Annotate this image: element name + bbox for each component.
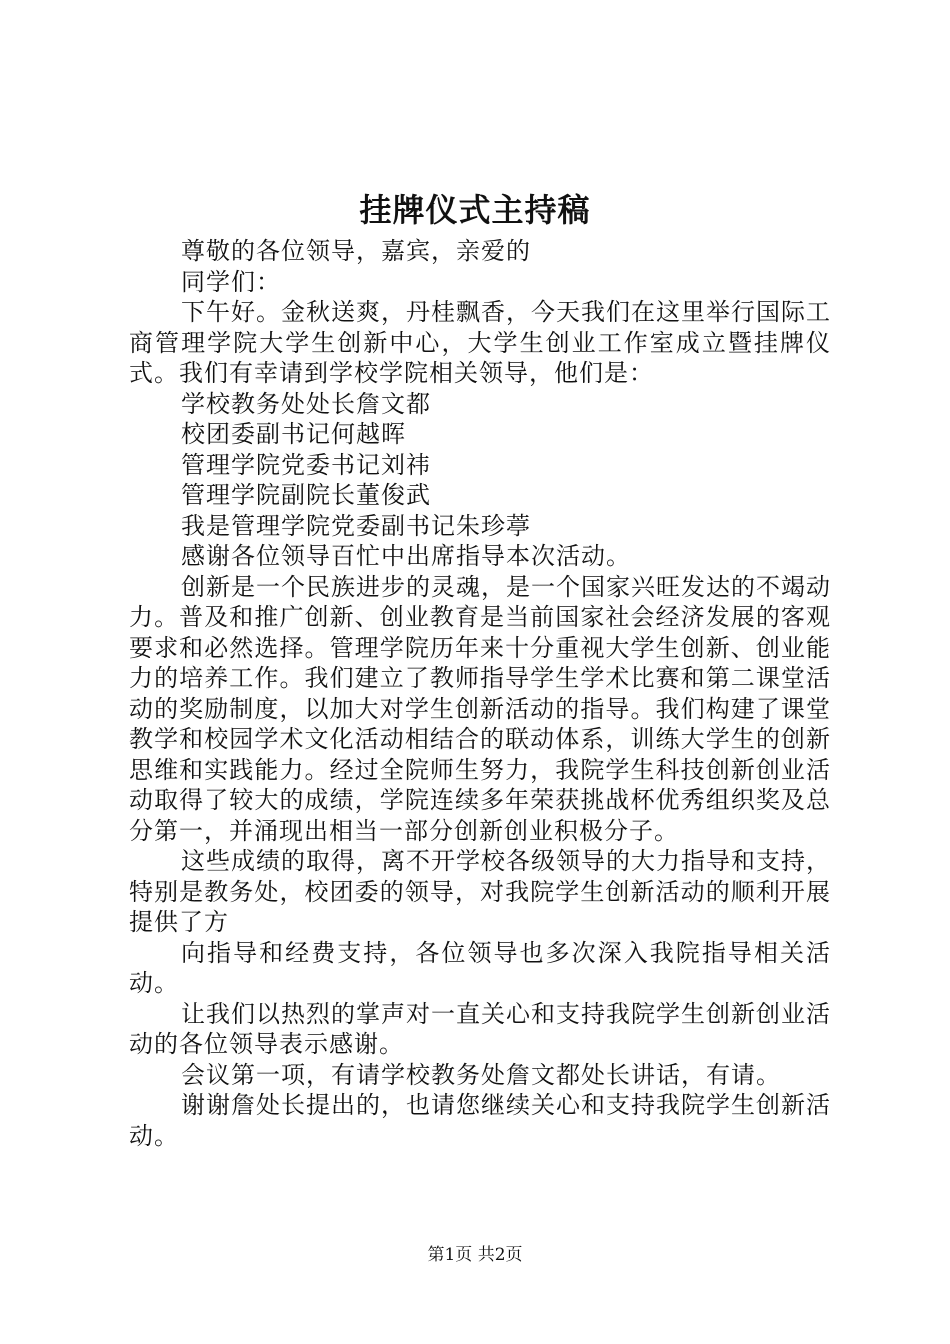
- paragraph: 让我们以热烈的掌声对一直关心和支持我院学生创新创业活动的各位领导表示感谢。: [129, 999, 831, 1058]
- paragraph: 管理学院党委书记刘祎: [181, 450, 431, 479]
- paragraph: 感谢各位领导百忙中出席指导本次活动。: [181, 542, 631, 570]
- paragraph: 同学们：: [181, 267, 281, 296]
- paragraph: 会议第一项，有请学校教务处詹文都处长讲话，有请。: [181, 1060, 781, 1089]
- paragraph: 我是管理学院党委副书记朱珍葶: [181, 511, 531, 540]
- paragraph: 下午好。金秋送爽，丹桂飘香，今天我们在这里举行国际工商管理学院大学生创新中心，大学生创业工作室成立暨挂牌仪式。我们有幸请到学校学院相关领导，他们是：: [129, 298, 831, 387]
- paragraph: 尊敬的各位领导，嘉宾，亲爱的: [181, 237, 531, 265]
- document-body: [129, 236, 831, 1151]
- page-number-footer: 第1页 共2页: [427, 1245, 523, 1265]
- paragraph: 这些成绩的取得，离不开学校各级领导的大力指导和支持，特别是教务处，校团委的领导，对我院学生创新活动的顺利开展提供了方: [129, 847, 831, 936]
- paragraph: 向指导和经费支持，各位领导也多次深入我院指导相关活动。: [129, 938, 831, 997]
- paragraph: 学校教务处处长詹文都: [181, 389, 431, 418]
- paragraph: 管理学院副院长董俊武: [181, 481, 431, 509]
- document-title: 挂牌仪式主持稿: [359, 191, 591, 229]
- paragraph: 谢谢詹处长提出的，也请您继续关心和支持我院学生创新活动。: [129, 1091, 831, 1150]
- paragraph: 校团委副书记何越晖: [181, 420, 406, 448]
- paragraph: 创新是一个民族进步的灵魂，是一个国家兴旺发达的不竭动力。普及和推广创新、创业教育是当前国家社会经济发展的客观要求和必然选择。管理学院历年来十分重视大学生创新、创业能力的培养工作。我们建立了教师指导学生学术比赛和第二课堂活动的奖励制度，以加大对学生创新活动的指导。我们构建了课堂教学和校园学术文化活动相结合的联动体系，训练大学生的创新思维和实践能力。经过全院师生努力，我院学生科技创新创业活动取得了较大的成绩，学院连续多年荣获挑战杯优秀组织奖及总分第一，并涌现出相当一部分创新创业积极分子。: [129, 572, 831, 845]
